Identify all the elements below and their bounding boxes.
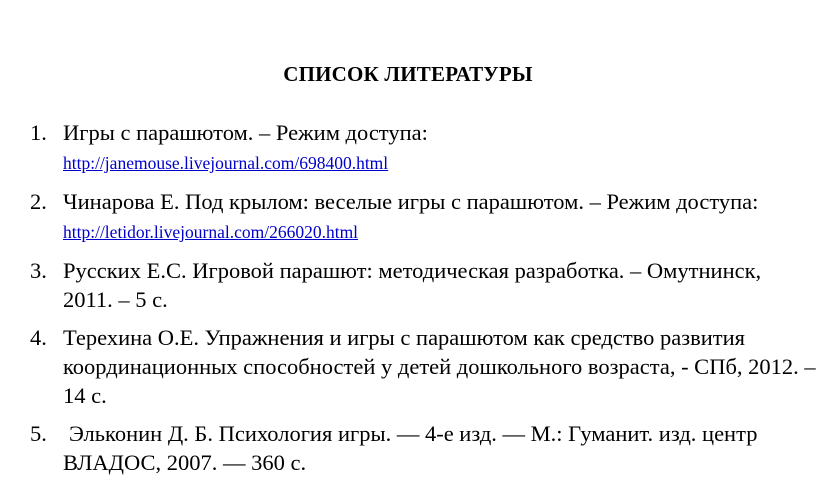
reference-text: Чинарова Е. Под крылом: веселые игры с парашютом. – Режим доступа: <box>63 189 759 214</box>
reference-text: Игры с парашютом. – Режим доступа: <box>63 120 428 145</box>
reference-number: 1. <box>30 120 47 145</box>
reference-list <box>30 118 816 486</box>
reference-number: 3. <box>30 258 47 283</box>
document-title: СПИСОК ЛИТЕРАТУРЫ <box>283 62 533 86</box>
reference-link[interactable]: http://letidor.livejournal.com/266020.html <box>63 222 359 242</box>
reference-item-4 <box>30 323 816 410</box>
reference-text: Эльконин Д. Б. Психология игры. — 4-е изд. — М.: Гуманит. изд. центр ВЛАДОС, 2007. — 360 с. <box>63 421 758 475</box>
reference-text: Терехина О.Е. Упражнения и игры с парашютом как средство развития координационных способностей у детей дошкольного возраста, - СПб, 2012. – 14 с. <box>63 325 816 408</box>
reference-link[interactable]: http://janemouse.livejournal.com/698400.html <box>63 153 389 173</box>
reference-item-3 <box>30 256 816 314</box>
reference-item-2 <box>30 187 816 247</box>
reference-item-5 <box>30 419 816 477</box>
reference-number: 2. <box>30 189 47 214</box>
reference-number: 4. <box>30 325 47 350</box>
reference-number: 5. <box>30 421 47 446</box>
reference-text: Русских Е.С. Игровой парашют: методическая разработка. – Омутнинск, 2011. – 5 с. <box>63 258 762 312</box>
reference-item-1 <box>30 118 816 178</box>
